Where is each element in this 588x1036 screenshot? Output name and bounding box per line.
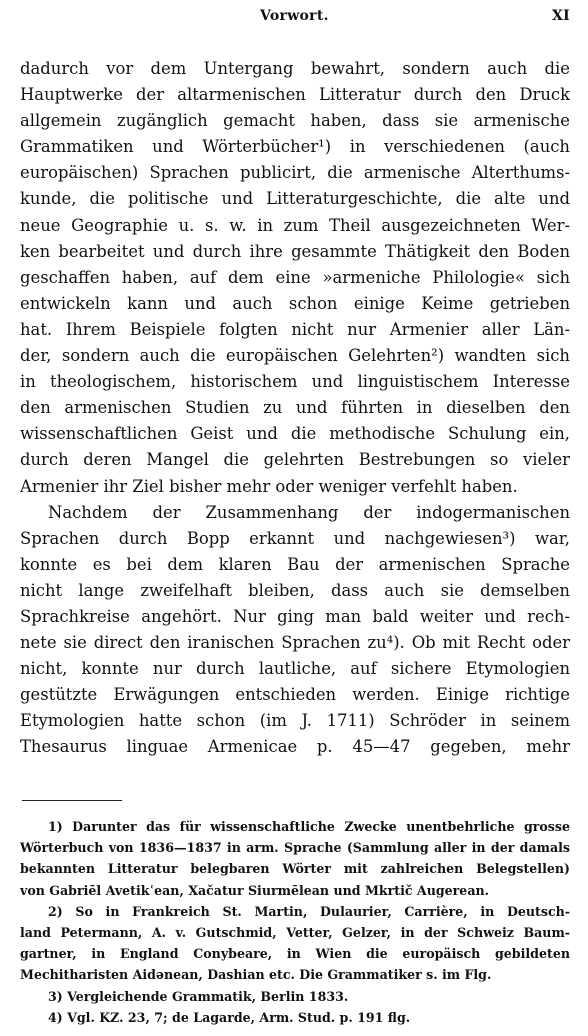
header-title: Vorwort. — [260, 8, 329, 24]
footnote-line: bekannten Litteratur belegbaren Wörter mit zahlreichen Belegstellen) — [20, 861, 570, 877]
body-line: ken bearbeitet und durch ihre gesammte Thätigkeit den Boden — [20, 241, 570, 261]
body-line: europäischen) Sprachen publicirt, die armenische Alterthums- — [20, 163, 570, 183]
body-line: Armenier ihr Ziel bisher mehr oder weniger verfehlt haben. — [20, 476, 518, 496]
footnote-line: Wörterbuch von 1836—1837 in arm. Sprache (Sammlung aller in der damals — [20, 840, 570, 856]
body-text — [20, 56, 570, 761]
footnote-line: Mechitharisten Aidənean, Dashian etc. Die Grammatiker s. im Flg. — [20, 967, 492, 983]
body-line: Thesaurus linguae Armenicae p. 45—47 gegeben, mehr — [20, 737, 570, 757]
body-line: durch deren Mangel die gelehrten Bestrebungen so vieler — [20, 450, 570, 470]
body-line: nicht lange zweifelhaft bleiben, dass auch sie demselben — [20, 580, 570, 600]
body-line: Sprachkreise angehört. Nur ging man bald weiter und rech- — [20, 606, 570, 626]
footnote-line: 4) Vgl. KZ. 23, 7; de Lagarde, Arm. Stud. p. 191 flg. — [48, 1009, 411, 1025]
footnote-separator — [22, 800, 122, 801]
body-line: Nachdem der Zusammenhang der indogermanischen — [48, 502, 570, 522]
footnote-line: 3) Vergleichende Grammatik, Berlin 1833. — [48, 988, 349, 1004]
footnote-line: gartner, in England Conybeare, in Wien die europäisch gebildeten — [20, 946, 570, 962]
footnotes — [20, 816, 570, 1028]
body-line: nicht, konnte nur durch lautliche, auf sichere Etymologien — [20, 659, 570, 679]
footnote-line: von Gabriēl Avetikʿean, Xačatur Siurmēlean und Mkrtič Augerean. — [20, 882, 490, 898]
body-line: kunde, die politische und Litteraturgeschichte, die alte und — [20, 189, 570, 209]
footnote-line: 1) Darunter das für wissenschaftliche Zwecke unentbehrliche grosse — [48, 819, 570, 834]
body-line: konnte es bei dem klaren Bau der armenischen Sprache — [20, 554, 570, 574]
running-header — [20, 8, 570, 30]
body-line: den armenischen Studien zu und führten in dieselben den — [20, 398, 570, 418]
body-line: entwickeln kann und auch schon einige Keime getrieben — [20, 293, 570, 313]
body-line: dadurch vor dem Untergang bewahrt, sondern auch die — [20, 59, 570, 78]
body-line: allgemein zugänglich gemacht haben, dass sie armenische — [20, 111, 570, 131]
body-line: der, sondern auch die europäischen Gelehrten²) wandten sich — [20, 346, 570, 366]
body-line: Hauptwerke der altarmenischen Litteratur durch den Druck — [20, 85, 570, 105]
body-line: gestützte Erwägungen entschieden werden. Einige richtige — [20, 685, 570, 705]
body-line: nete sie direct den iranischen Sprachen zu⁴). Ob mit Recht oder — [20, 633, 570, 653]
body-line: Grammatiken und Wörterbücher¹) in verschiedenen (auch — [20, 137, 570, 157]
body-line: wissenschaftlichen Geist und die methodische Schulung ein, — [20, 424, 570, 444]
body-line: geschaffen haben, auf dem eine »armeniche Philologie« sich — [20, 267, 570, 287]
body-line: hat. Ihrem Beispiele folgten nicht nur Armenier aller Län- — [20, 319, 570, 339]
page-number: XI — [551, 8, 570, 24]
body-line: Etymologien hatte schon (im J. 1711) Schröder in seinem — [20, 711, 570, 731]
body-line: in theologischem, historischem und linguistischem Interesse — [20, 372, 570, 392]
body-line: neue Geographie u. s. w. in zum Theil ausgezeichneten Wer- — [20, 215, 570, 235]
footnote-line: 2) So in Frankreich St. Martin, Dulaurier, Carrière, in Deutsch- — [48, 903, 570, 919]
footnote-line: land Petermann, A. v. Gutschmid, Vetter, Gelzer, in der Schweiz Baum- — [20, 924, 570, 940]
body-line: Sprachen durch Bopp erkannt und nachgewiesen³) war, — [20, 528, 570, 548]
